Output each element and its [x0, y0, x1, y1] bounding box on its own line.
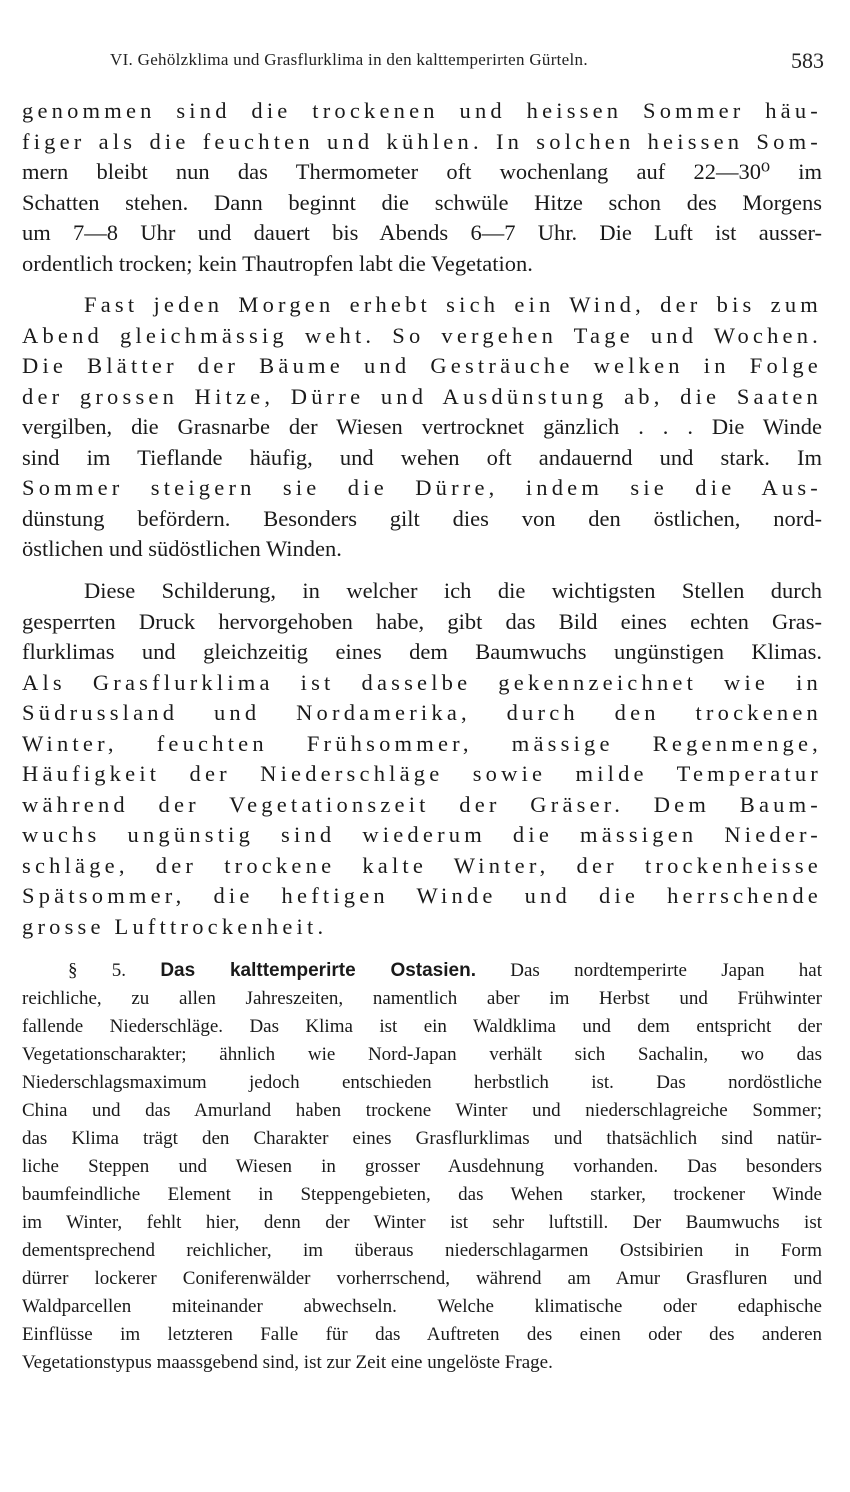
- page-header: [22, 48, 822, 78]
- text-line: Südrussland und Nordamerika, durch den trockenen: [22, 700, 822, 725]
- text-line: Als Grasflurklima ist dasselbe gekennzeichnet wie in: [22, 669, 822, 695]
- text-line: das Klima trägt den Charakter eines Grasflurklimas und thatsächlich sind natür-: [22, 1128, 822, 1149]
- text-line: reichliche, zu allen Jahreszeiten, namentlich aber im Herbst und Frühwinter: [22, 988, 822, 1009]
- text-line: während der Vegetationszeit der Gräser. Dem Baum-: [22, 791, 822, 817]
- section-5: [22, 957, 822, 1377]
- text-line: Einflüsse im letzteren Falle für das Auftreten des einen oder des anderen: [22, 1324, 822, 1345]
- paragraph-1: [22, 96, 822, 279]
- text-line: gesperrten Druck hervorgehoben habe, gibt das Bild eines echten Gras-: [22, 608, 822, 634]
- text-line: wuchs ungünstig sind wiederum die mässigen Nieder-: [22, 822, 822, 847]
- text-line: Die Blätter der Bäume und Gesträuche welken in Folge: [22, 353, 822, 378]
- text-line: flurklimas und gleichzeitig eines dem Baumwuchs ungünstigen Klimas.: [22, 639, 822, 664]
- text-line: dünstung befördern. Besonders gilt dies von den östlichen, nord-: [22, 505, 822, 531]
- text-line: Häufigkeit der Niederschläge sowie milde Temperatur: [22, 761, 822, 786]
- text-line: Sommer steigern sie die Dürre, indem sie die Aus-: [22, 475, 822, 500]
- section-number: § 5.: [68, 960, 127, 981]
- text-line: schläge, der trockene kalte Winter, der trockenheisse: [22, 852, 822, 878]
- running-head: VI. Gehölzklima und Grasflurklima in den kalttemperirten Gürteln.: [110, 50, 588, 69]
- text-line: ordentlich trocken; kein Thautropfen labt die Vegetation.: [22, 250, 533, 276]
- section-title: Das kalttemperirte Ostasien.: [160, 960, 476, 981]
- text-line: China und das Amurland haben trockene Winter und niederschlagreiche Sommer;: [22, 1100, 822, 1121]
- book-page: [22, 0, 822, 1492]
- text-line: östlichen und südöstlichen Winden.: [22, 536, 342, 561]
- text-line: liche Steppen und Wiesen in grosser Ausdehnung vorhanden. Das besonders: [22, 1156, 822, 1177]
- text-line: genommen sind die trockenen und heissen Sommer häu-: [22, 98, 822, 123]
- paragraph-2: [22, 290, 822, 565]
- text-line: figer als die feuchten und kühlen. In solchen heissen Som-: [22, 128, 822, 154]
- text-line: dürrer lockerer Coniferenwälder vorherrschend, während am Amur Grasfluren und: [22, 1268, 822, 1289]
- text-line: sind im Tieflande häufig, und wehen oft andauernd und stark. Im: [22, 444, 822, 470]
- text-line: Fast jeden Morgen erhebt sich ein Wind, der bis zum: [84, 292, 822, 317]
- text-line: fallende Niederschläge. Das Klima ist ein Waldklima und dem entspricht der: [22, 1016, 822, 1037]
- text-line: dementsprechend reichlicher, im überaus niederschlagarmen Ostsibirien in Form: [22, 1240, 822, 1261]
- text-line: Schatten stehen. Dann beginnt die schwüle Hitze schon des Morgens: [22, 189, 822, 215]
- text-line: Vegetationscharakter; ähnlich wie Nord-Japan verhält sich Sachalin, wo das: [22, 1044, 822, 1065]
- text-line: Spätsommer, die heftigen Winde und die herrschende: [22, 883, 822, 908]
- text-line: Winter, feuchten Frühsommer, mässige Regenmenge,: [22, 730, 822, 756]
- paragraph-3: [22, 576, 822, 942]
- section-heading-line: [22, 957, 822, 985]
- text-line: Abend gleichmässig weht. So vergehen Tage und Wochen.: [22, 322, 822, 348]
- text-line: Diese Schilderung, in welcher ich die wichtigsten Stellen durch: [84, 578, 822, 603]
- text-line: um 7—8 Uhr und dauert bis Abends 6—7 Uhr. Die Luft ist ausser-: [22, 220, 822, 245]
- text-line: mern bleibt nun das Thermometer oft wochenlang auf 22—30⁰ im: [22, 159, 822, 184]
- page-number: 583: [791, 48, 824, 73]
- text-line: im Winter, fehlt hier, denn der Winter ist sehr luftstill. Der Baumwuchs ist: [22, 1212, 822, 1233]
- text-line: Niederschlagsmaximum jedoch entschieden herbstlich ist. Das nordöstliche: [22, 1072, 822, 1093]
- section-first-line-rest: Das nordtemperirte Japan hat: [510, 960, 822, 981]
- text-line: grosse Lufttrockenheit.: [22, 913, 328, 939]
- text-line: Vegetationstypus maassgebend sind, ist zur Zeit eine ungelöste Frage.: [22, 1352, 553, 1373]
- text-line: der grossen Hitze, Dürre und Ausdünstung ab, die Saaten: [22, 383, 822, 409]
- text-line: Waldparcellen miteinander abwechseln. Welche klimatische oder edaphische: [22, 1296, 822, 1317]
- text-line: vergilben, die Grasnarbe der Wiesen vertrocknet gänzlich . . . Die Winde: [22, 414, 822, 439]
- text-line: baumfeindliche Element in Steppengebieten, das Wehen starker, trockener Winde: [22, 1184, 822, 1205]
